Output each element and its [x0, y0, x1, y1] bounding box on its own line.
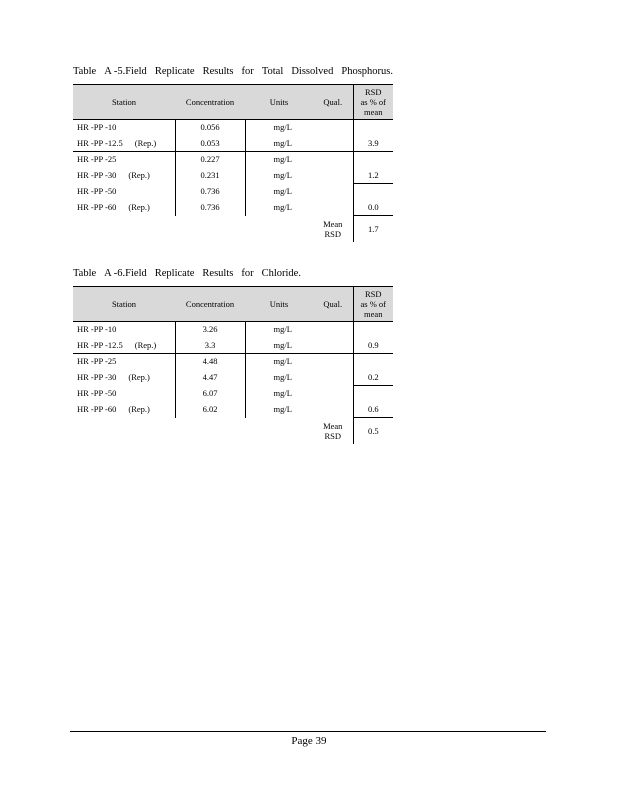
- units-cell: mg/L: [273, 201, 292, 212]
- header-station: Station: [73, 85, 175, 120]
- table-row: [73, 338, 393, 354]
- header-station: Station: [73, 287, 175, 322]
- header-qual: Qual.: [313, 85, 353, 120]
- units-cell: mg/L: [245, 152, 313, 168]
- table-row: [73, 120, 393, 136]
- qual-cell: [313, 184, 353, 200]
- station-cell: HR -PP -25: [73, 354, 175, 370]
- concentration-cell: 4.48: [175, 354, 245, 370]
- concentration-cell: 4.47: [175, 370, 245, 386]
- station-cell: HR -PP -60 (Rep.): [73, 402, 175, 418]
- page-number: Page 39: [291, 735, 327, 747]
- concentration-cell: 3.26: [175, 322, 245, 338]
- rsd-cell: 0.6: [353, 402, 393, 418]
- rsd-cell: 0.0: [353, 200, 393, 216]
- concentration-cell: 6.07: [175, 386, 245, 402]
- qual-cell: [313, 402, 353, 418]
- table-row: [73, 370, 393, 386]
- header-concentration: Concentration: [175, 85, 245, 120]
- table-row: [73, 168, 393, 184]
- table-row: [73, 322, 393, 338]
- table-row: [73, 152, 393, 168]
- rsd-cell: 3.9: [353, 136, 393, 152]
- qual-cell: [313, 168, 353, 184]
- qual-cell: [313, 386, 353, 402]
- table-a6-caption: Table A -6.Field Replicate Results for Chloride.: [73, 268, 301, 279]
- rsd-cell: 0.9: [353, 338, 393, 354]
- qual-cell: [313, 338, 353, 354]
- qual-cell: [313, 370, 353, 386]
- concentration-cell: 0.736: [175, 184, 245, 200]
- units-cell: mg/L: [245, 120, 313, 136]
- rsd-cell: [353, 322, 393, 338]
- header-concentration: Concentration: [175, 287, 245, 322]
- table-a6: [73, 286, 393, 444]
- qual-cell: [313, 322, 353, 338]
- concentration-cell: 0.231: [175, 168, 245, 184]
- station-cell: HR -PP -25: [73, 152, 175, 168]
- concentration-cell: 3.3: [175, 338, 245, 354]
- qual-cell: [313, 120, 353, 136]
- station-cell: HR -PP -60 (Rep.): [73, 200, 175, 216]
- mean-rsd-row: [73, 418, 393, 445]
- table-a5-caption: Table A -5.Field Replicate Results for Total Dissolved Phosphorus.: [73, 66, 393, 77]
- units-cell: mg/L: [273, 387, 292, 398]
- table-a5: [73, 84, 393, 242]
- header-units: Units: [245, 287, 313, 322]
- station-cell: HR -PP -30 (Rep.): [73, 168, 175, 184]
- table-row: [73, 386, 393, 402]
- qual-cell: [313, 136, 353, 152]
- qual-cell: [313, 200, 353, 216]
- table-header-row: [73, 287, 393, 322]
- station-cell: HR -PP -12.5 (Rep.): [73, 338, 175, 354]
- station-cell: HR -PP -50: [73, 386, 175, 402]
- units-cell: mg/L: [245, 322, 313, 338]
- mean-rsd-value: 1.7: [353, 216, 393, 243]
- header-qual: Qual.: [313, 287, 353, 322]
- header-rsd: RSD as % of mean: [353, 85, 393, 120]
- units-cell: mg/L: [273, 371, 292, 382]
- station-cell: HR -PP -10: [73, 322, 175, 338]
- rsd-cell: [353, 152, 393, 168]
- concentration-cell: 6.02: [175, 402, 245, 418]
- station-cell: HR -PP -12.5 (Rep.): [73, 136, 175, 152]
- units-cell: mg/L: [273, 185, 292, 196]
- qual-cell: [313, 152, 353, 168]
- rsd-cell: [353, 386, 393, 402]
- qual-cell: [313, 354, 353, 370]
- rsd-cell: 1.2: [353, 168, 393, 184]
- mean-rsd-label: Mean RSD: [323, 218, 343, 239]
- units-cell: mg/L: [273, 169, 292, 180]
- rsd-cell: 0.2: [353, 370, 393, 386]
- table-row: [73, 402, 393, 418]
- units-cell: mg/L: [273, 339, 292, 350]
- table-row: [73, 184, 393, 200]
- concentration-cell: 0.736: [175, 200, 245, 216]
- units-cell: mg/L: [273, 403, 292, 414]
- concentration-cell: 0.056: [175, 120, 245, 136]
- mean-rsd-value: 0.5: [353, 418, 393, 445]
- mean-rsd-row: [73, 216, 393, 243]
- station-cell: HR -PP -10: [73, 120, 175, 136]
- mean-rsd-label: Mean RSD: [323, 420, 343, 441]
- rsd-cell: [353, 354, 393, 370]
- header-rsd: RSD as % of mean: [353, 287, 393, 322]
- header-units: Units: [245, 85, 313, 120]
- rsd-cell: [353, 184, 393, 200]
- table-row: [73, 354, 393, 370]
- table-header-row: [73, 85, 393, 120]
- concentration-cell: 0.053: [175, 136, 245, 152]
- concentration-cell: 0.227: [175, 152, 245, 168]
- station-cell: HR -PP -50: [73, 184, 175, 200]
- station-cell: HR -PP -30 (Rep.): [73, 370, 175, 386]
- table-row: [73, 136, 393, 152]
- units-cell: mg/L: [245, 354, 313, 370]
- rsd-cell: [353, 120, 393, 136]
- footer-divider: [70, 731, 546, 732]
- table-row: [73, 200, 393, 216]
- units-cell: mg/L: [273, 137, 292, 148]
